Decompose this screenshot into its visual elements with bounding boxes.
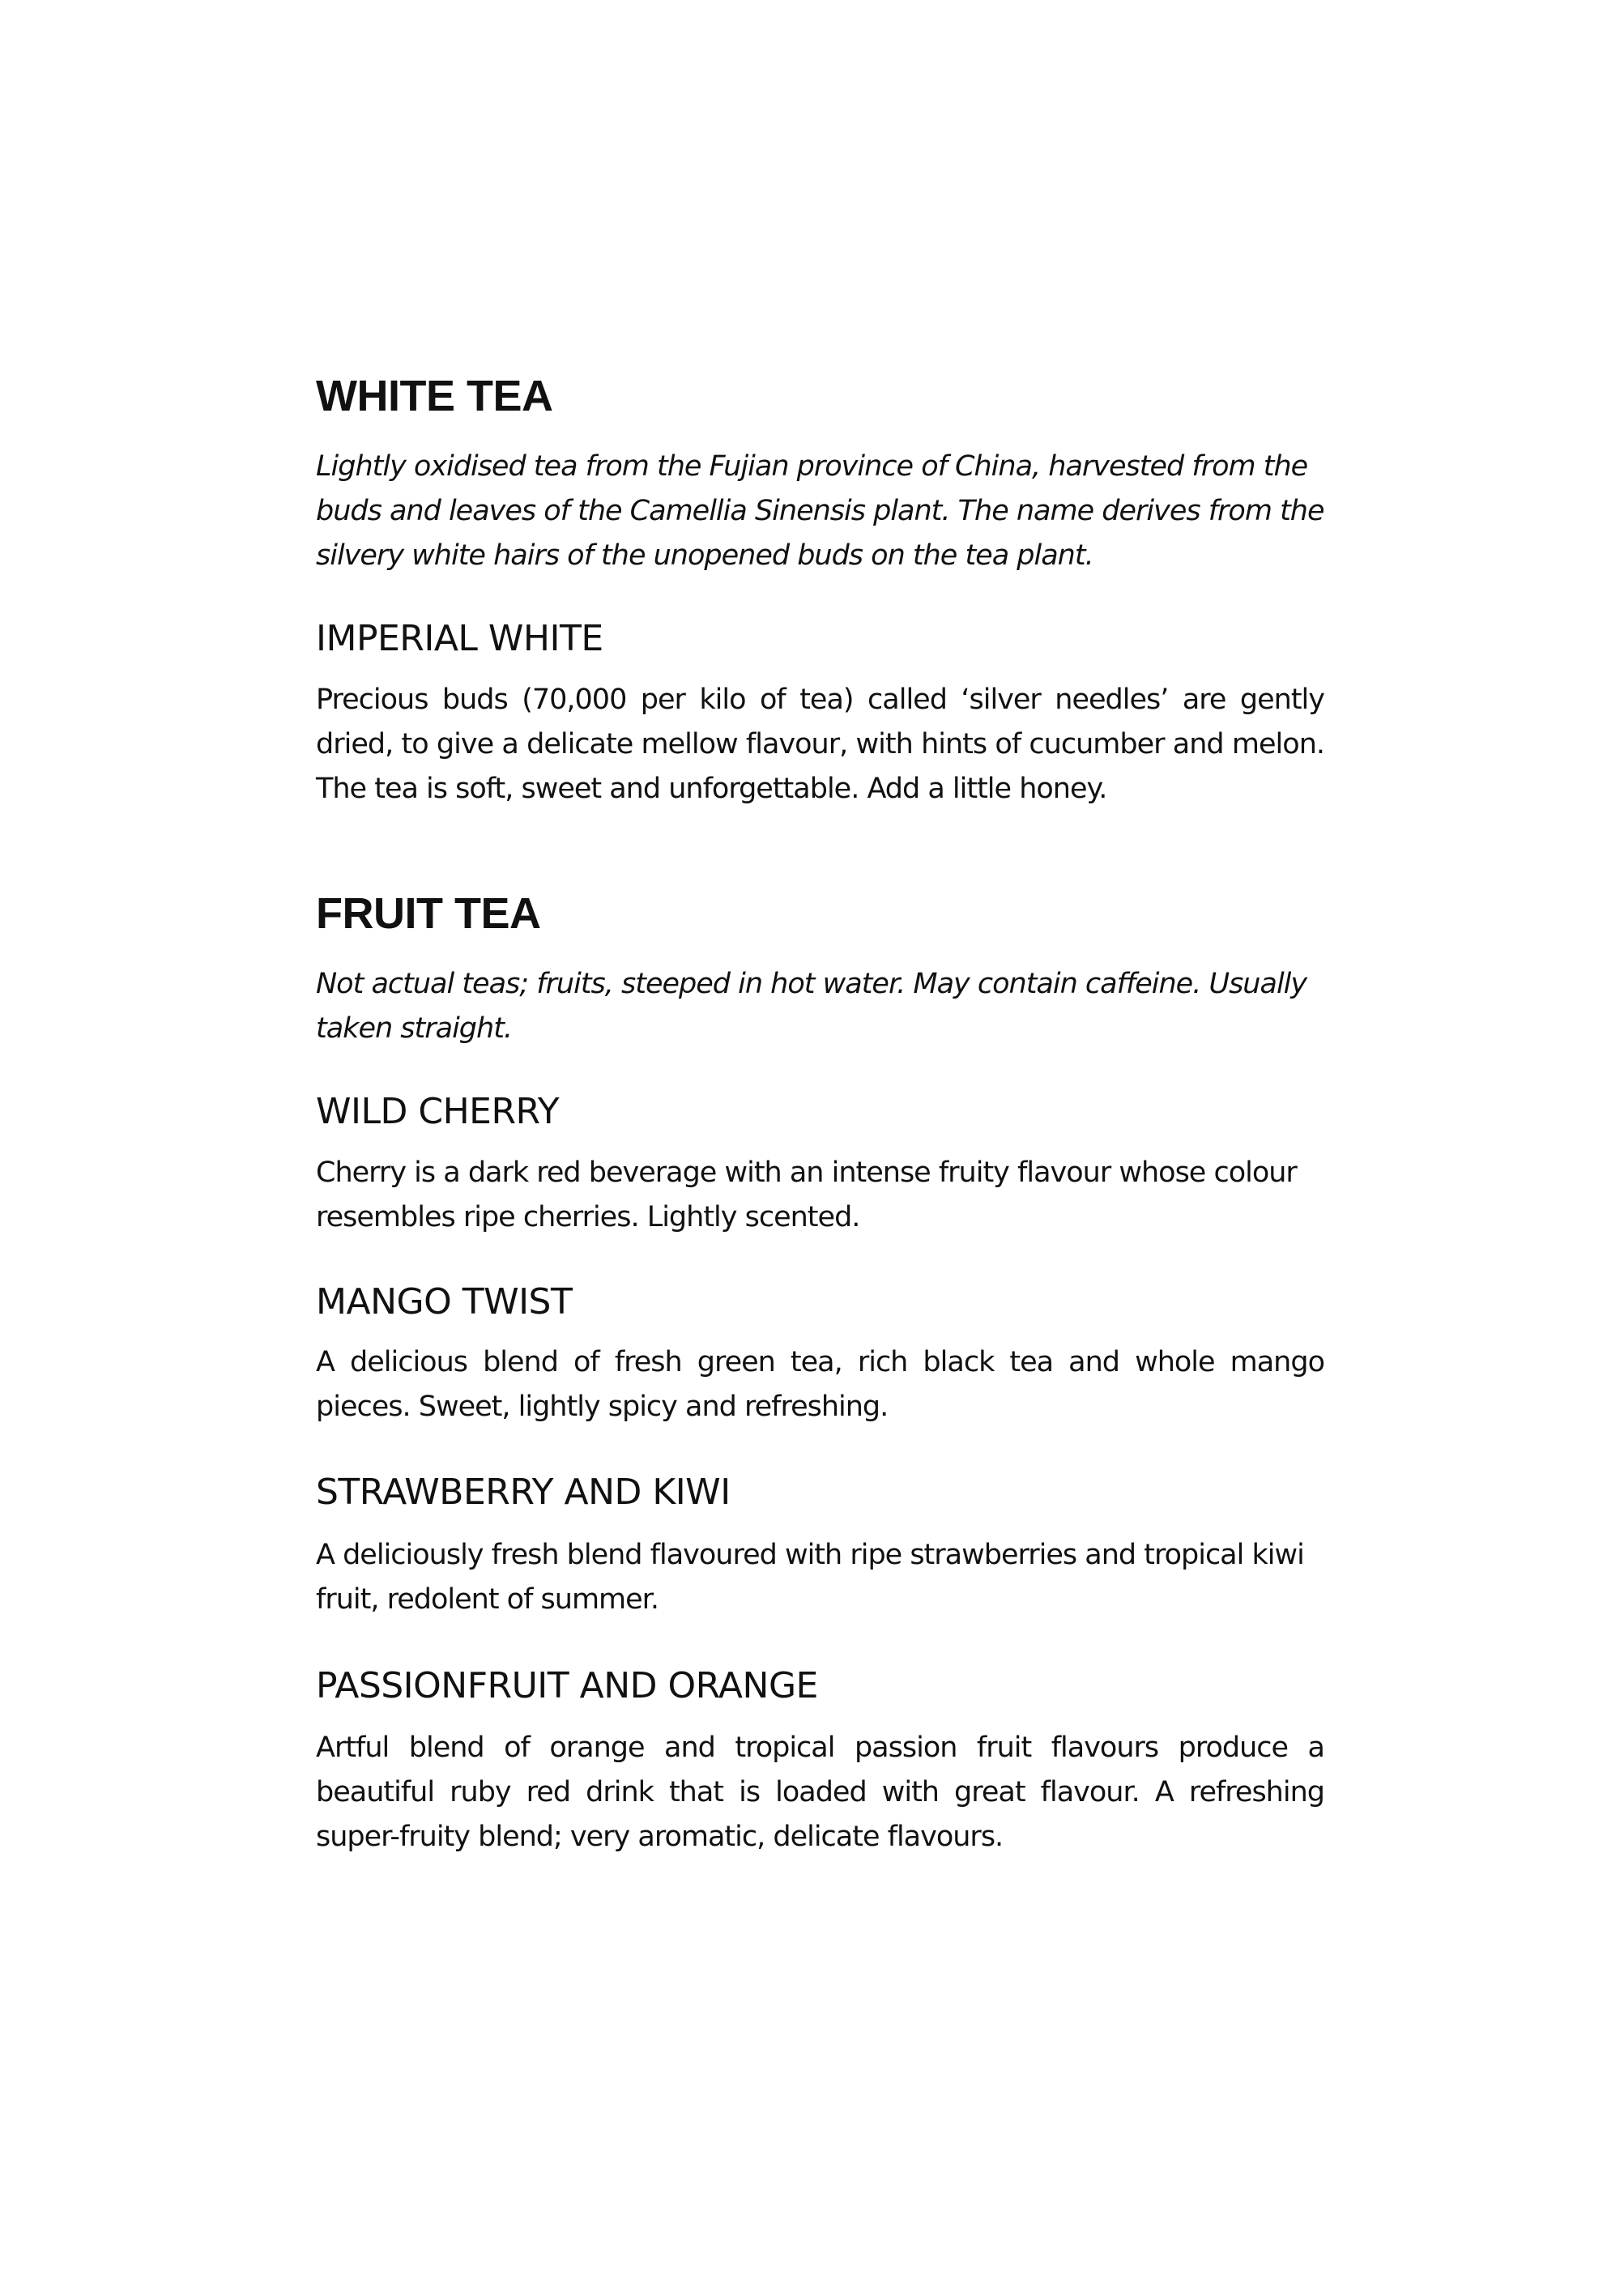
menu-item-imperial-white — [316, 616, 1324, 662]
item-description: Cherry is a dark red beverage with an intense fruity flavour whose colour resembles ripe cherries. Lightly scented. — [316, 1157, 1297, 1233]
menu-item-passionfruit-orange — [316, 1663, 1324, 1709]
item-desc-block — [316, 1533, 1324, 1622]
item-description: A deliciously fresh blend flavoured with ripe strawberries and tropical kiwi fruit, redolent of summer. — [316, 1539, 1304, 1616]
section-title: FRUIT TEA — [316, 889, 541, 938]
item-title: PASSIONFRUIT AND ORANGE — [316, 1665, 818, 1706]
item-desc-block — [316, 678, 1324, 811]
item-title: STRAWBERRY AND KIWI — [316, 1472, 731, 1513]
section-intro: Lightly oxidised tea from the Fujian province of China, harvested from the buds and leaves of the Camellia Sinensis plant. The name derives from the silvery white hairs of the unopened buds on the tea plant. — [316, 450, 1324, 572]
section-fruit-tea — [316, 888, 1324, 939]
item-title: IMPERIAL WHITE — [316, 618, 603, 659]
item-desc-block — [316, 1340, 1324, 1429]
section-intro-block — [316, 445, 1324, 578]
menu-item-wild-cherry — [316, 1089, 1324, 1135]
menu-item-mango-twist — [316, 1280, 1324, 1325]
item-description: Precious buds (70,000 per kilo of tea) called ‘silver needles’ are gently dried, to give a delicate mellow flavour, with hints of cucumber and melon. The tea is soft, sweet and unforgettable. Add a little honey. — [316, 684, 1324, 805]
section-title: WHITE TEA — [316, 372, 553, 420]
item-description: Artful blend of orange and tropical passion fruit flavours produce a beautiful ruby red drink that is loaded with great flavour. A refreshing super-fruity blend; very aromatic, delicate flavours. — [316, 1732, 1324, 1853]
item-desc-block — [316, 1151, 1324, 1240]
item-description: A delicious blend of fresh green tea, rich black tea and whole mango pieces. Sweet, lightly spicy and refreshing. — [316, 1346, 1324, 1423]
section-intro: Not actual teas; fruits, steeped in hot water. May contain caffeine. Usually taken straight. — [316, 968, 1307, 1045]
item-title: MANGO TWIST — [316, 1281, 573, 1323]
item-title: WILD CHERRY — [316, 1091, 560, 1132]
menu-item-strawberry-kiwi — [316, 1470, 1324, 1515]
section-intro-block — [316, 962, 1324, 1051]
section-white-tea — [316, 371, 1324, 421]
item-desc-block — [316, 1726, 1324, 1859]
